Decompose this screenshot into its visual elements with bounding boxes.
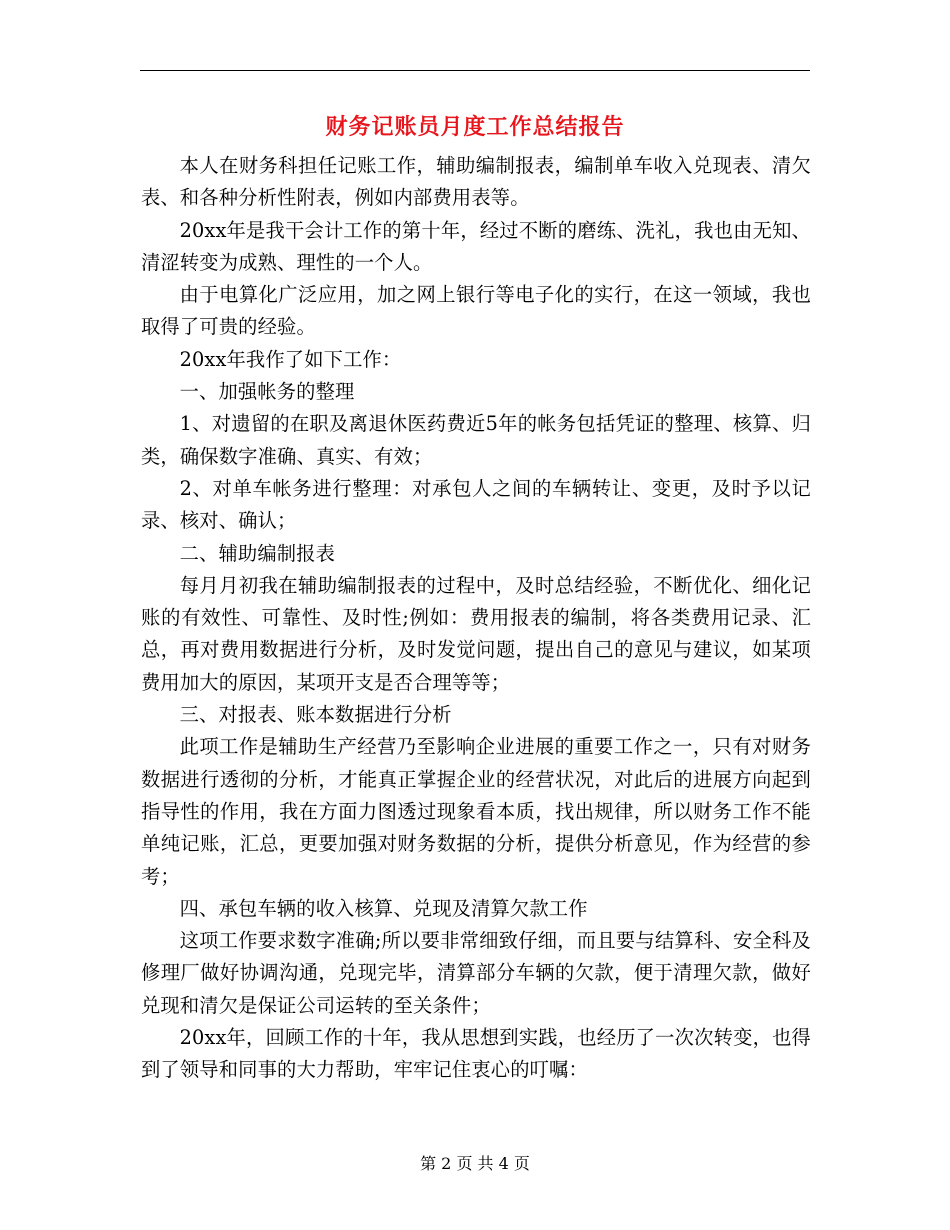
section-heading-1: 一、加强帐务的整理: [179, 380, 355, 404]
paragraph-tenth-year: 20xx年是我干会计工作的第十年，经过不断的磨练、洗礼，我也由无知、清涩转变为成熟、理性的一个人。: [141, 218, 811, 274]
paragraph-reports: 每月月初我在辅助编制报表的过程中，及时总结经验，不断优化、细化记账的有效性、可靠性、及时性;例如：费用报表的编制，将各类费用记录、汇总，再对费用数据进行分析，及时发觉问题，提出自己的意见与建议，如某项费用加大的原因，某项开支是否合理等等；: [141, 573, 811, 694]
document-body: [141, 150, 811, 1087]
section-heading-2: 二、辅助编制报表: [179, 541, 336, 565]
header-rule: [140, 70, 810, 71]
paragraph-settlement: 这项工作要求数字准确;所以要非常细致仔细，而且要与结算科、安全科及修理厂做好协调沟通，兑现完毕，清算部分车辆的欠款，便于清理欠款，做好兑现和清欠是保证公司运转的至关条件；: [141, 929, 811, 1017]
section-heading-4: 四、承包车辆的收入核算、兑现及清算欠款工作: [179, 896, 588, 920]
paragraph-item-1: 1、对遗留的在职及离退休医药费近5年的帐务包括凭证的整理、核算、归类，确保数字准确、真实、有效；: [141, 412, 811, 468]
paragraph-analysis: 此项工作是辅助生产经营乃至影响企业进展的重要工作之一，只有对财务数据进行透彻的分析，才能真正掌握企业的经营状况，对此后的进展方向起到指导性的作用，我在方面力图透过现象看本质，找出规律，所以财务工作不能单纯记账，汇总，更要加强对财务数据的分析，提供分析意见，作为经营的参考；: [141, 735, 811, 888]
paragraph-computerization: 由于电算化广泛应用，加之网上银行等电子化的实行，在这一领域，我也取得了可贵的经验。: [141, 283, 811, 339]
page-number: 第 2 页 共 4 页: [420, 1154, 530, 1173]
paragraph-item-2: 2、对单车帐务进行整理：对承包人之间的车辆转让、变更，及时予以记录、核对、确认；: [141, 476, 811, 533]
section-heading-3: 三、对报表、账本数据进行分析: [179, 703, 452, 727]
document-title: 财务记账员月度工作总结报告: [325, 114, 625, 140]
paragraph-work-intro: 20xx年我作了如下工作：: [179, 347, 402, 371]
paragraph-intro: 本人在财务科担任记账工作，辅助编制报表，编制单车收入兑现表、清欠表、和各种分析性附表，例如内部费用表等。: [141, 154, 811, 210]
paragraph-review: 20xx年，回顾工作的十年，我从思想到实践，也经历了一次次转变，也得到了领导和同事的大力帮助，牢牢记住衷心的叮嘱：: [141, 1026, 811, 1082]
